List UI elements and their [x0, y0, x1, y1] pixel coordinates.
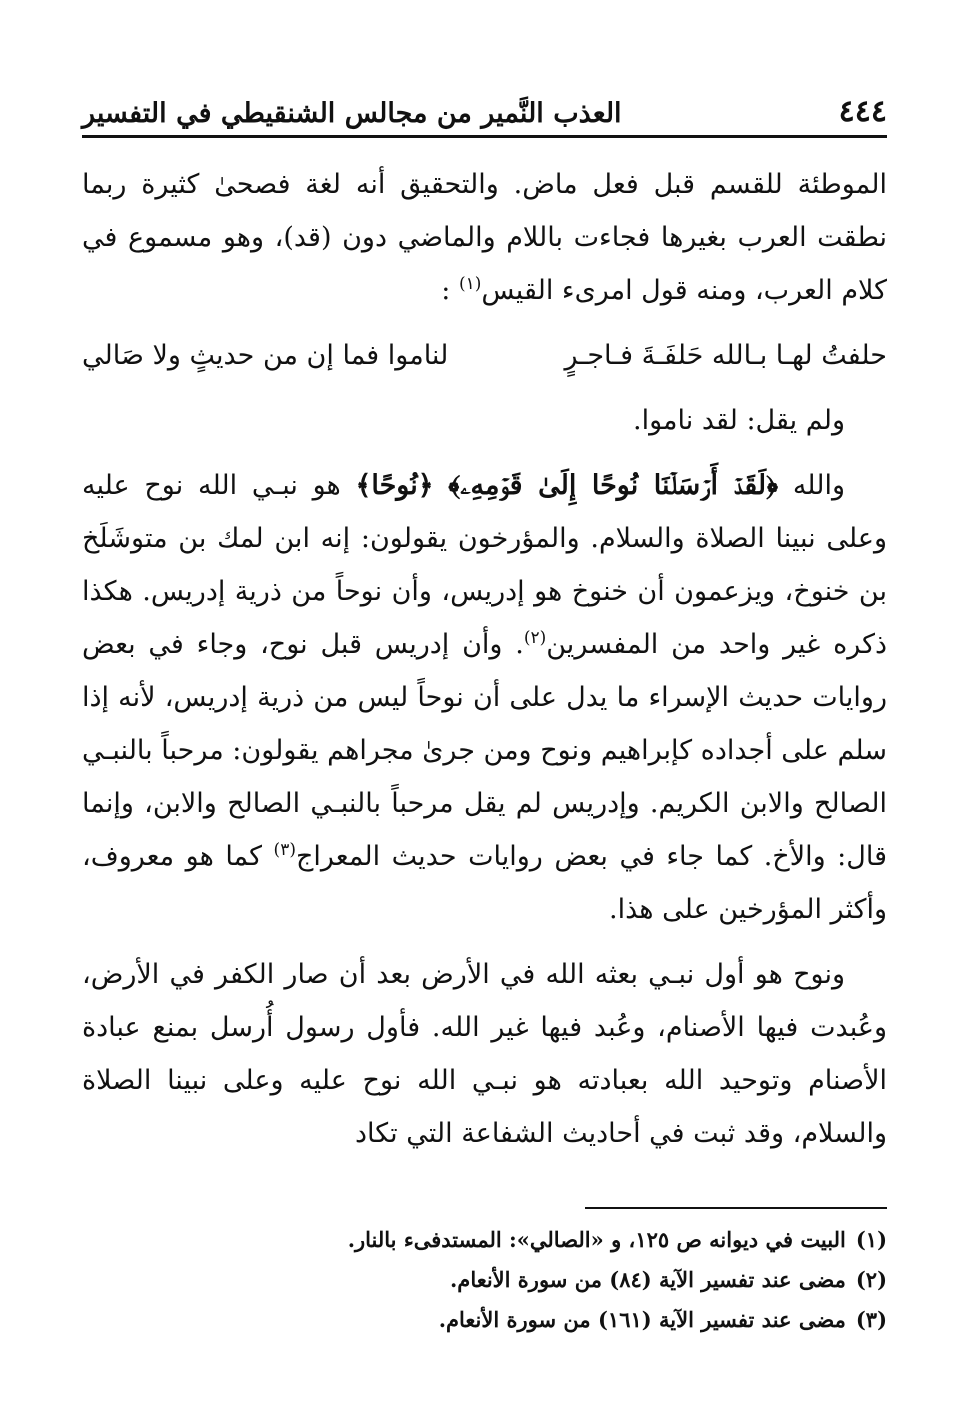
footnote-ref-2: (٢) — [523, 628, 547, 648]
quran-quote-2: ﴿نُوحًا﴾ — [355, 470, 434, 501]
footnote-1-text: البيت في ديوانه ص ١٢٥، و «الصالي»: المستدفىء بالنار. — [347, 1227, 846, 1252]
paragraph-3 — [82, 459, 887, 936]
footnote-2-mark: (٢) — [855, 1267, 887, 1292]
running-title: العذب النَّمير من مجالس الشنقيطي في التفسير — [82, 98, 622, 129]
footnote-separator — [585, 1207, 887, 1209]
paragraph-3-part-1: هو نبـي الله نوح عليه وعلى نبينا الصلاة والسلام. والمؤرخون يقولون: إنه ابن لمك بن متوشَلَخ بن خنوخ، ويزعمون أن خنوخ هو إدريس، وأن نوحاً من ذرية إدريس. هكذا ذكره غير واحد من المفسرين — [82, 470, 887, 660]
paragraph-1 — [82, 158, 887, 317]
paragraph-1-tail: : — [441, 275, 451, 306]
footnote-3-text: مضى عند تفسير الآية (١٦١) من سورة الأنعام. — [438, 1307, 846, 1332]
footnote-1 — [82, 1220, 887, 1260]
footnote-2 — [82, 1260, 887, 1300]
quran-quote-1: ﴿لَقَدۡ أَرۡسَلۡنَا نُوحًا إِلَىٰ قَوۡمِهِۦ﴾ — [448, 470, 779, 501]
paragraph-4: ونوح هو أول نبـي بعثه الله في الأرض بعد أن صار الكفر في الأرض، وعُبدت فيها الأصنام، وعُبد فيها غير الله. فأول رسول أُرسل بمنع عبادة الأصنام وتوحيد الله بعبادته هو نبـي الله نوح عليه وعلى نبينا الصلاة والسلام، وقد ثبت في أحاديث الشفاعة التي تكاد — [82, 959, 887, 1149]
verse-first-hemistich: حلفتُ لهـا بـالله حَلفَـةَ فـاجـرٍ — [564, 340, 887, 371]
footnotes — [82, 1220, 887, 1340]
paragraph-3-lead: والله — [792, 470, 846, 501]
footnote-3-mark: (٣) — [855, 1307, 887, 1332]
footnote-ref-3: (٣) — [273, 840, 296, 860]
paragraph-1-text: الموطئة للقسم قبل فعل ماض. والتحقيق أنه لغة فصحىٰ كثيرة ربما نطقت العرب بغيرها فجاءت باللام والماضي دون (قد)، وهو مسموع في كلام العرب، ومنه قول امرىء القيس — [82, 169, 887, 306]
poetry-verse — [82, 329, 887, 382]
footnote-1-mark: (١) — [855, 1227, 887, 1252]
paragraph-3-part-3: كما هو معروف، وأكثر المؤرخين على هذا. — [82, 841, 887, 925]
verse-second-hemistich: لناموا فما إن من حديثٍ ولا صَالي — [82, 340, 449, 371]
footnote-2-text: مضى عند تفسير الآية (٨٤) من سورة الأنعام. — [450, 1267, 846, 1292]
paragraph-3-part-2: . وأن إدريس قبل نوح، وجاء في بعض روايات حديث الإسراء ما يدل على أن نوحاً ليس من ذرية إدريس، لأنه إذا سلم على أجداده كإبراهيم ونوح ومن جرىٰ مجراهم يقولون: مرحباً بالنبـي الصالح والابن الكريم. وإدريس لم يقل مرحباً بالنبـي الصالح والابن، وإنما قال: والأخ. كما جاء في بعض روايات حديث المعراج — [82, 629, 887, 872]
page-header — [82, 92, 887, 138]
paragraph-2: ولم يقل: لقد ناموا. — [633, 405, 845, 436]
main-text — [82, 158, 887, 1160]
footnote-3 — [82, 1300, 887, 1340]
footnote-ref-1: (١) — [458, 274, 482, 294]
page-number: ٤٤٤ — [838, 94, 887, 129]
